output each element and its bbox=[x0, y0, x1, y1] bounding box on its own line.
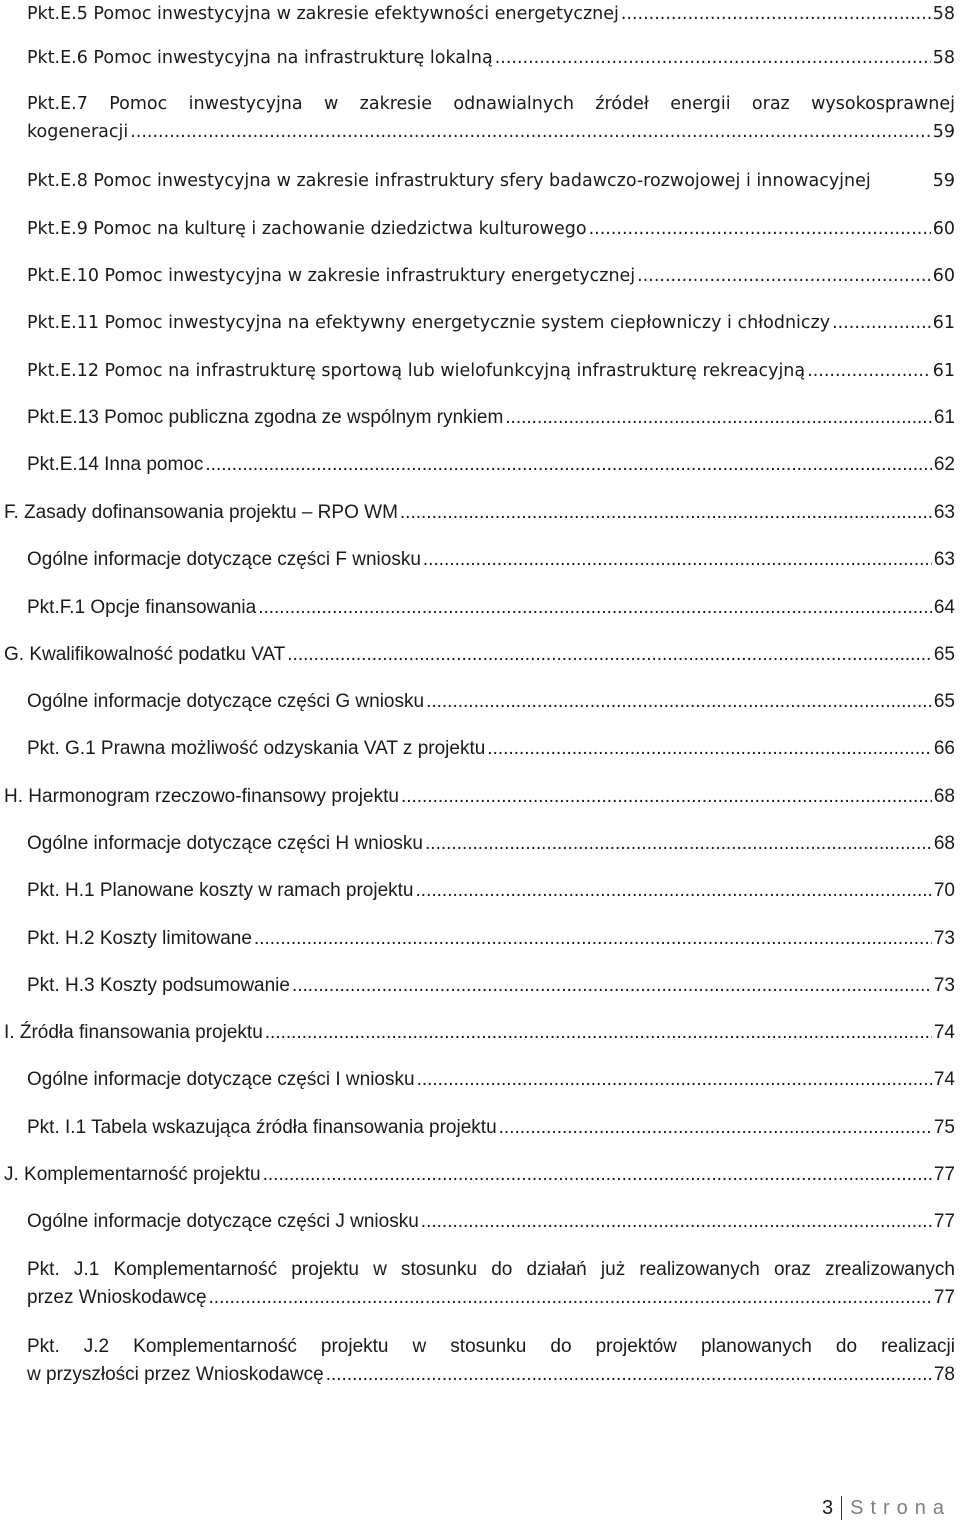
toc-entry-title: H. Harmonogram rzeczowo-finansowy projektu bbox=[4, 786, 399, 807]
toc-entry[interactable] bbox=[27, 877, 955, 905]
toc-entry-title: Pkt.E.13 Pomoc publiczna zgodna ze wspólnym rynkiem bbox=[27, 407, 504, 428]
toc-leader-dots bbox=[417, 1066, 932, 1094]
toc-entry-page: 66 bbox=[933, 738, 955, 759]
toc-leader-dots bbox=[505, 404, 932, 432]
toc-leader-dots bbox=[205, 451, 931, 479]
toc-entry-page: 62 bbox=[933, 454, 955, 475]
toc-entry-title: G. Kwalifikowalność podatku VAT bbox=[4, 644, 286, 665]
toc-entry[interactable] bbox=[27, 1208, 955, 1236]
toc-entry-page: 63 bbox=[933, 502, 955, 523]
toc-entry-title-line1: Pkt.E.7 Pomoc inwestycyjna w zakresie odnawialnych źródeł energii oraz wysokosprawnej bbox=[27, 94, 955, 114]
toc-entry[interactable] bbox=[27, 830, 955, 858]
toc-entry-page: 68 bbox=[933, 833, 955, 854]
toc-entry[interactable] bbox=[27, 1333, 955, 1389]
toc-entry-page: 58 bbox=[932, 4, 955, 24]
toc-entry-title: Pkt.E.10 Pomoc inwestycyjna w zakresie infrastruktury energetycznej bbox=[27, 266, 636, 286]
toc-entry[interactable] bbox=[27, 262, 955, 290]
toc-leader-dots bbox=[495, 44, 931, 72]
toc-entry-page: 60 bbox=[932, 219, 955, 239]
toc-leader-dots bbox=[400, 499, 932, 527]
toc-entry-page: 61 bbox=[932, 361, 955, 381]
toc-entry[interactable] bbox=[27, 44, 955, 72]
toc-entry-page: 68 bbox=[933, 786, 955, 807]
toc-leader-dots bbox=[421, 1208, 932, 1236]
toc-entry-page: 64 bbox=[933, 597, 955, 618]
toc-entry-title: Ogólne informacje dotyczące części I wniosku bbox=[27, 1069, 415, 1090]
toc-entry[interactable] bbox=[27, 546, 955, 574]
toc-entry-page: 61 bbox=[932, 313, 955, 333]
toc-leader-dots bbox=[263, 1161, 932, 1189]
toc-entry-section[interactable] bbox=[4, 783, 955, 811]
toc-leader-dots bbox=[258, 594, 932, 622]
toc-entry-title: Pkt.E.8 Pomoc inwestycyjna w zakresie infrastruktury sfery badawczo-rozwojowej i innowacyjnej bbox=[27, 171, 871, 191]
toc-entry-page: 59 bbox=[932, 171, 955, 191]
toc-leader-dots bbox=[423, 546, 932, 574]
toc-entry-title: Pkt.E.9 Pomoc na kulturę i zachowanie dziedzictwa kulturowego bbox=[27, 219, 587, 239]
toc-entry-page: 60 bbox=[932, 266, 955, 286]
toc-leader-dots bbox=[326, 1361, 932, 1389]
toc-entry-page: 78 bbox=[933, 1364, 955, 1385]
toc-entry-title: J. Komplementarność projektu bbox=[4, 1164, 261, 1185]
toc-entry-title-line1: Pkt. J.1 Komplementarność projektu w stosunku do działań już realizowanych oraz zrealizowanych bbox=[27, 1259, 955, 1280]
toc-entry-page: 73 bbox=[933, 975, 955, 996]
toc-leader-dots bbox=[416, 877, 932, 905]
toc-leader-dots bbox=[499, 1114, 932, 1142]
toc-entry-title: Ogólne informacje dotyczące części J wniosku bbox=[27, 1211, 419, 1232]
toc-entry[interactable] bbox=[27, 167, 955, 195]
toc-entry-page: 70 bbox=[933, 880, 955, 901]
toc-entry-title: Pkt.E.5 Pomoc inwestycyjna w zakresie efektywności energetycznej bbox=[27, 4, 619, 24]
toc-entry-title: Ogólne informacje dotyczące części F wniosku bbox=[27, 549, 421, 570]
toc-leader-dots bbox=[401, 783, 932, 811]
toc-entry[interactable] bbox=[27, 1114, 955, 1142]
toc-leader-dots bbox=[265, 1019, 932, 1047]
toc-entry[interactable] bbox=[27, 925, 955, 953]
toc-entry-title: Ogólne informacje dotyczące części H wniosku bbox=[27, 833, 424, 854]
toc-leader-dots bbox=[487, 735, 932, 763]
toc-leader-dots bbox=[832, 309, 931, 337]
toc-entry[interactable] bbox=[27, 688, 955, 716]
toc-entry-page: 65 bbox=[933, 691, 955, 712]
toc-entry-title: Pkt. G.1 Prawna możliwość odzyskania VAT z projektu bbox=[27, 738, 486, 759]
toc-entry-title: Pkt. H.1 Planowane koszty w ramach projektu bbox=[27, 880, 414, 901]
toc-entry-page: 75 bbox=[933, 1117, 955, 1138]
toc-entry-section[interactable] bbox=[4, 1019, 955, 1047]
toc-entry-page: 73 bbox=[933, 928, 955, 949]
toc-entry-page: 63 bbox=[933, 549, 955, 570]
toc-entry-title: w przyszłości przez Wnioskodawcę bbox=[27, 1364, 324, 1385]
toc-entry-page: 61 bbox=[933, 407, 955, 428]
toc-entry-page: 77 bbox=[933, 1211, 955, 1232]
toc-entry-page: 77 bbox=[933, 1164, 955, 1185]
toc-entry[interactable] bbox=[27, 357, 955, 385]
toc-entry-page: 74 bbox=[933, 1069, 955, 1090]
toc-leader-dots bbox=[287, 641, 932, 669]
toc-entry-title: Pkt.E.14 Inna pomoc bbox=[27, 454, 204, 475]
page-label: Strona bbox=[850, 1497, 952, 1519]
toc-leader-dots bbox=[254, 925, 932, 953]
toc-leader-dots bbox=[426, 688, 932, 716]
toc-entry[interactable] bbox=[27, 1066, 955, 1094]
toc-entry[interactable] bbox=[27, 90, 955, 146]
toc-entry-title: przez Wnioskodawcę bbox=[27, 1287, 207, 1308]
toc-leader-dots bbox=[621, 0, 931, 28]
toc-entry[interactable] bbox=[27, 451, 955, 479]
toc-entry-title: Pkt. H.2 Koszty limitowane bbox=[27, 928, 252, 949]
toc-entry-page: 77 bbox=[933, 1287, 955, 1308]
toc-entry-title: I. Źródła finansowania projektu bbox=[4, 1022, 263, 1043]
footer-divider bbox=[841, 1496, 842, 1520]
page-number: 3 bbox=[822, 1497, 834, 1519]
toc-entry-title: Pkt. H.3 Koszty podsumowanie bbox=[27, 975, 290, 996]
toc-leader-dots bbox=[589, 215, 931, 243]
toc-entry[interactable] bbox=[27, 404, 955, 432]
toc-entry-page: 59 bbox=[932, 122, 955, 142]
toc-entry-page: 74 bbox=[933, 1022, 955, 1043]
toc-leader-dots bbox=[807, 357, 931, 385]
toc-entry-title: Pkt.E.12 Pomoc na infrastrukturę sportową lub wielofunkcyjną infrastrukturę rekreacyjną bbox=[27, 361, 806, 381]
toc-entry-title: Pkt. I.1 Tabela wskazująca źródła finansowania projektu bbox=[27, 1117, 497, 1138]
toc-entry-title: Pkt.E.11 Pomoc inwestycyjna na efektywny energetycznie system ciepłowniczy i chłodniczy bbox=[27, 313, 831, 333]
toc-entry[interactable] bbox=[27, 594, 955, 622]
toc-leader-dots bbox=[637, 262, 931, 290]
toc-entry-title: F. Zasady dofinansowania projektu – RPO WM bbox=[4, 502, 398, 523]
toc-entry[interactable] bbox=[27, 1256, 955, 1312]
toc-entry[interactable] bbox=[27, 0, 955, 28]
toc-entry-title-line1: Pkt. J.2 Komplementarność projektu w stosunku do projektów planowanych do realizacji bbox=[27, 1336, 955, 1357]
toc-leader-dots bbox=[292, 972, 932, 1000]
toc-entry[interactable] bbox=[27, 309, 955, 337]
toc-entry-section[interactable] bbox=[4, 1161, 955, 1189]
toc-entry-title: Ogólne informacje dotyczące części G wniosku bbox=[27, 691, 425, 712]
toc-entry-page: 58 bbox=[932, 48, 955, 68]
page-footer bbox=[822, 1494, 958, 1522]
toc-leader-dots bbox=[425, 830, 932, 858]
toc-entry-title: kogeneracji bbox=[27, 122, 129, 142]
toc-leader-dots bbox=[209, 1284, 932, 1312]
toc-entry[interactable] bbox=[27, 972, 955, 1000]
toc-entry[interactable] bbox=[27, 735, 955, 763]
toc-entry-section[interactable] bbox=[4, 499, 955, 527]
toc-entry[interactable] bbox=[27, 215, 955, 243]
toc-leader-dots bbox=[130, 118, 931, 146]
toc-entry-title: Pkt.F.1 Opcje finansowania bbox=[27, 597, 257, 618]
toc-entry-page: 65 bbox=[933, 644, 955, 665]
toc-entry-title: Pkt.E.6 Pomoc inwestycyjna na infrastrukturę lokalną bbox=[27, 48, 493, 68]
toc-entry-section[interactable] bbox=[4, 641, 955, 669]
